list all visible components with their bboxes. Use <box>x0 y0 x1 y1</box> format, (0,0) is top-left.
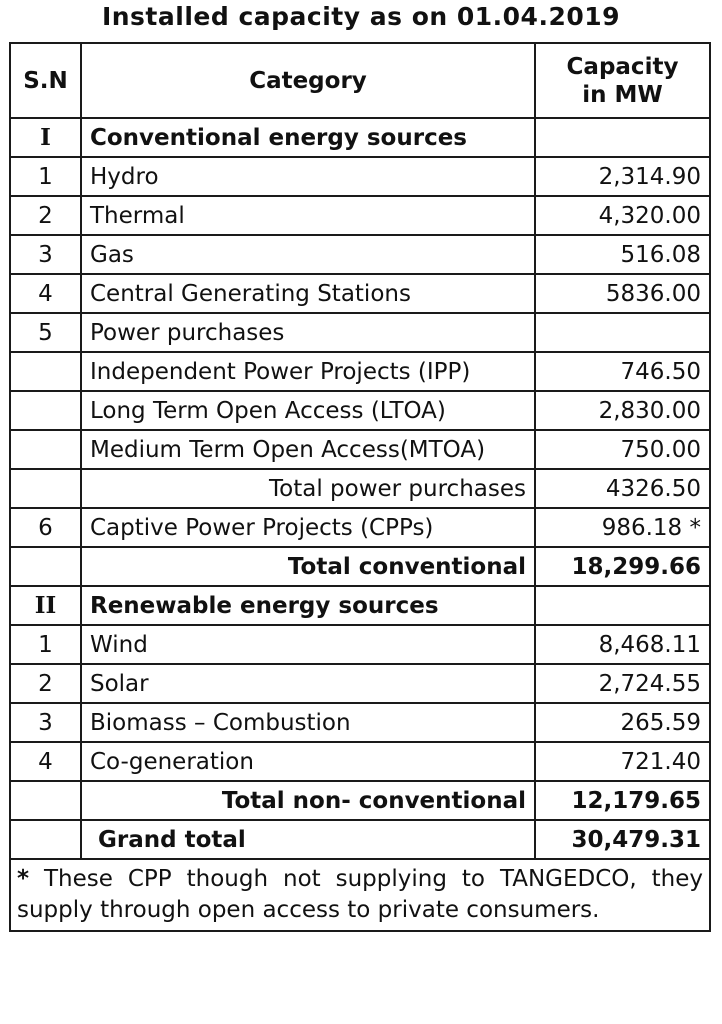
row-category: Long Term Open Access (LTOA) <box>81 391 535 430</box>
section-row-renewable <box>10 586 710 625</box>
row-capacity: 2,314.90 <box>535 157 710 196</box>
total-label: Total conventional <box>81 547 535 586</box>
row-capacity: 746.50 <box>535 352 710 391</box>
total-value: 18,299.66 <box>535 547 710 586</box>
empty-cell <box>10 469 81 508</box>
total-row-conventional <box>10 547 710 586</box>
row-category: Captive Power Projects (CPPs) <box>81 508 535 547</box>
row-sn: 4 <box>10 742 81 781</box>
row-sn: 5 <box>10 313 81 352</box>
row-category: Power purchases <box>81 313 535 352</box>
section-heading: Renewable energy sources <box>81 586 535 625</box>
section-numeral: II <box>10 586 81 625</box>
subtotal-label: Total power purchases <box>81 469 535 508</box>
row-capacity <box>535 313 710 352</box>
subtotal-value: 4326.50 <box>535 469 710 508</box>
row-capacity: 750.00 <box>535 430 710 469</box>
row-category: Hydro <box>81 157 535 196</box>
table-row <box>10 196 710 235</box>
grand-total-row <box>10 820 710 859</box>
table-row <box>10 235 710 274</box>
row-category: Co-generation <box>81 742 535 781</box>
table-row <box>10 391 710 430</box>
page-title: Installed capacity as on 01.04.2019 <box>101 2 621 31</box>
table-row <box>10 664 710 703</box>
row-capacity: 986.18 * <box>535 508 710 547</box>
table-row <box>10 157 710 196</box>
row-capacity: 4,320.00 <box>535 196 710 235</box>
row-category: Medium Term Open Access(MTOA) <box>81 430 535 469</box>
empty-cell <box>10 391 81 430</box>
row-sn: 1 <box>10 157 81 196</box>
row-category: Central Generating Stations <box>81 274 535 313</box>
row-category: Gas <box>81 235 535 274</box>
empty-cell <box>10 820 81 859</box>
header-capacity <box>535 43 710 118</box>
installed-capacity-table <box>9 42 711 932</box>
section-heading: Conventional energy sources <box>81 118 535 157</box>
row-capacity: 265.59 <box>535 703 710 742</box>
grand-total-value: 30,479.31 <box>535 820 710 859</box>
header-capacity-line2: in MW <box>582 81 663 108</box>
row-capacity: 5836.00 <box>535 274 710 313</box>
empty-cell <box>10 781 81 820</box>
subtotal-row-power-purchases <box>10 469 710 508</box>
row-category: Independent Power Projects (IPP) <box>81 352 535 391</box>
row-sn: 4 <box>10 274 81 313</box>
row-sn: 1 <box>10 625 81 664</box>
footnote-row <box>10 859 710 931</box>
footnote <box>10 859 710 931</box>
table-row <box>10 430 710 469</box>
row-category: Wind <box>81 625 535 664</box>
row-capacity: 2,830.00 <box>535 391 710 430</box>
empty-cell <box>535 586 710 625</box>
row-capacity: 516.08 <box>535 235 710 274</box>
total-label: Total non- conventional <box>81 781 535 820</box>
table-row <box>10 703 710 742</box>
empty-cell <box>10 547 81 586</box>
table-row <box>10 274 710 313</box>
section-row-conventional <box>10 118 710 157</box>
row-capacity: 8,468.11 <box>535 625 710 664</box>
grand-total-label: Grand total <box>81 820 535 859</box>
table-row <box>10 625 710 664</box>
empty-cell <box>10 430 81 469</box>
footnote-mark: * <box>17 866 30 892</box>
header-sn: S.N <box>10 43 81 118</box>
row-capacity: 2,724.55 <box>535 664 710 703</box>
table-row <box>10 742 710 781</box>
header-category: Category <box>81 43 535 118</box>
header-capacity-line1: Capacity <box>566 53 679 80</box>
row-sn: 2 <box>10 196 81 235</box>
row-capacity: 721.40 <box>535 742 710 781</box>
row-category: Thermal <box>81 196 535 235</box>
row-sn: 3 <box>10 703 81 742</box>
row-sn: 2 <box>10 664 81 703</box>
total-row-non-conventional <box>10 781 710 820</box>
row-sn: 3 <box>10 235 81 274</box>
row-category: Solar <box>81 664 535 703</box>
empty-cell <box>535 118 710 157</box>
total-value: 12,179.65 <box>535 781 710 820</box>
header-row <box>10 43 710 118</box>
empty-cell <box>10 352 81 391</box>
table-row <box>10 508 710 547</box>
table-row <box>10 352 710 391</box>
table-row <box>10 313 710 352</box>
row-category: Biomass – Combustion <box>81 703 535 742</box>
row-sn: 6 <box>10 508 81 547</box>
section-numeral: I <box>10 118 81 157</box>
footnote-text: These CPP though not supplying to TANGEDCO, they supply through open access to private consumers. <box>17 866 704 923</box>
